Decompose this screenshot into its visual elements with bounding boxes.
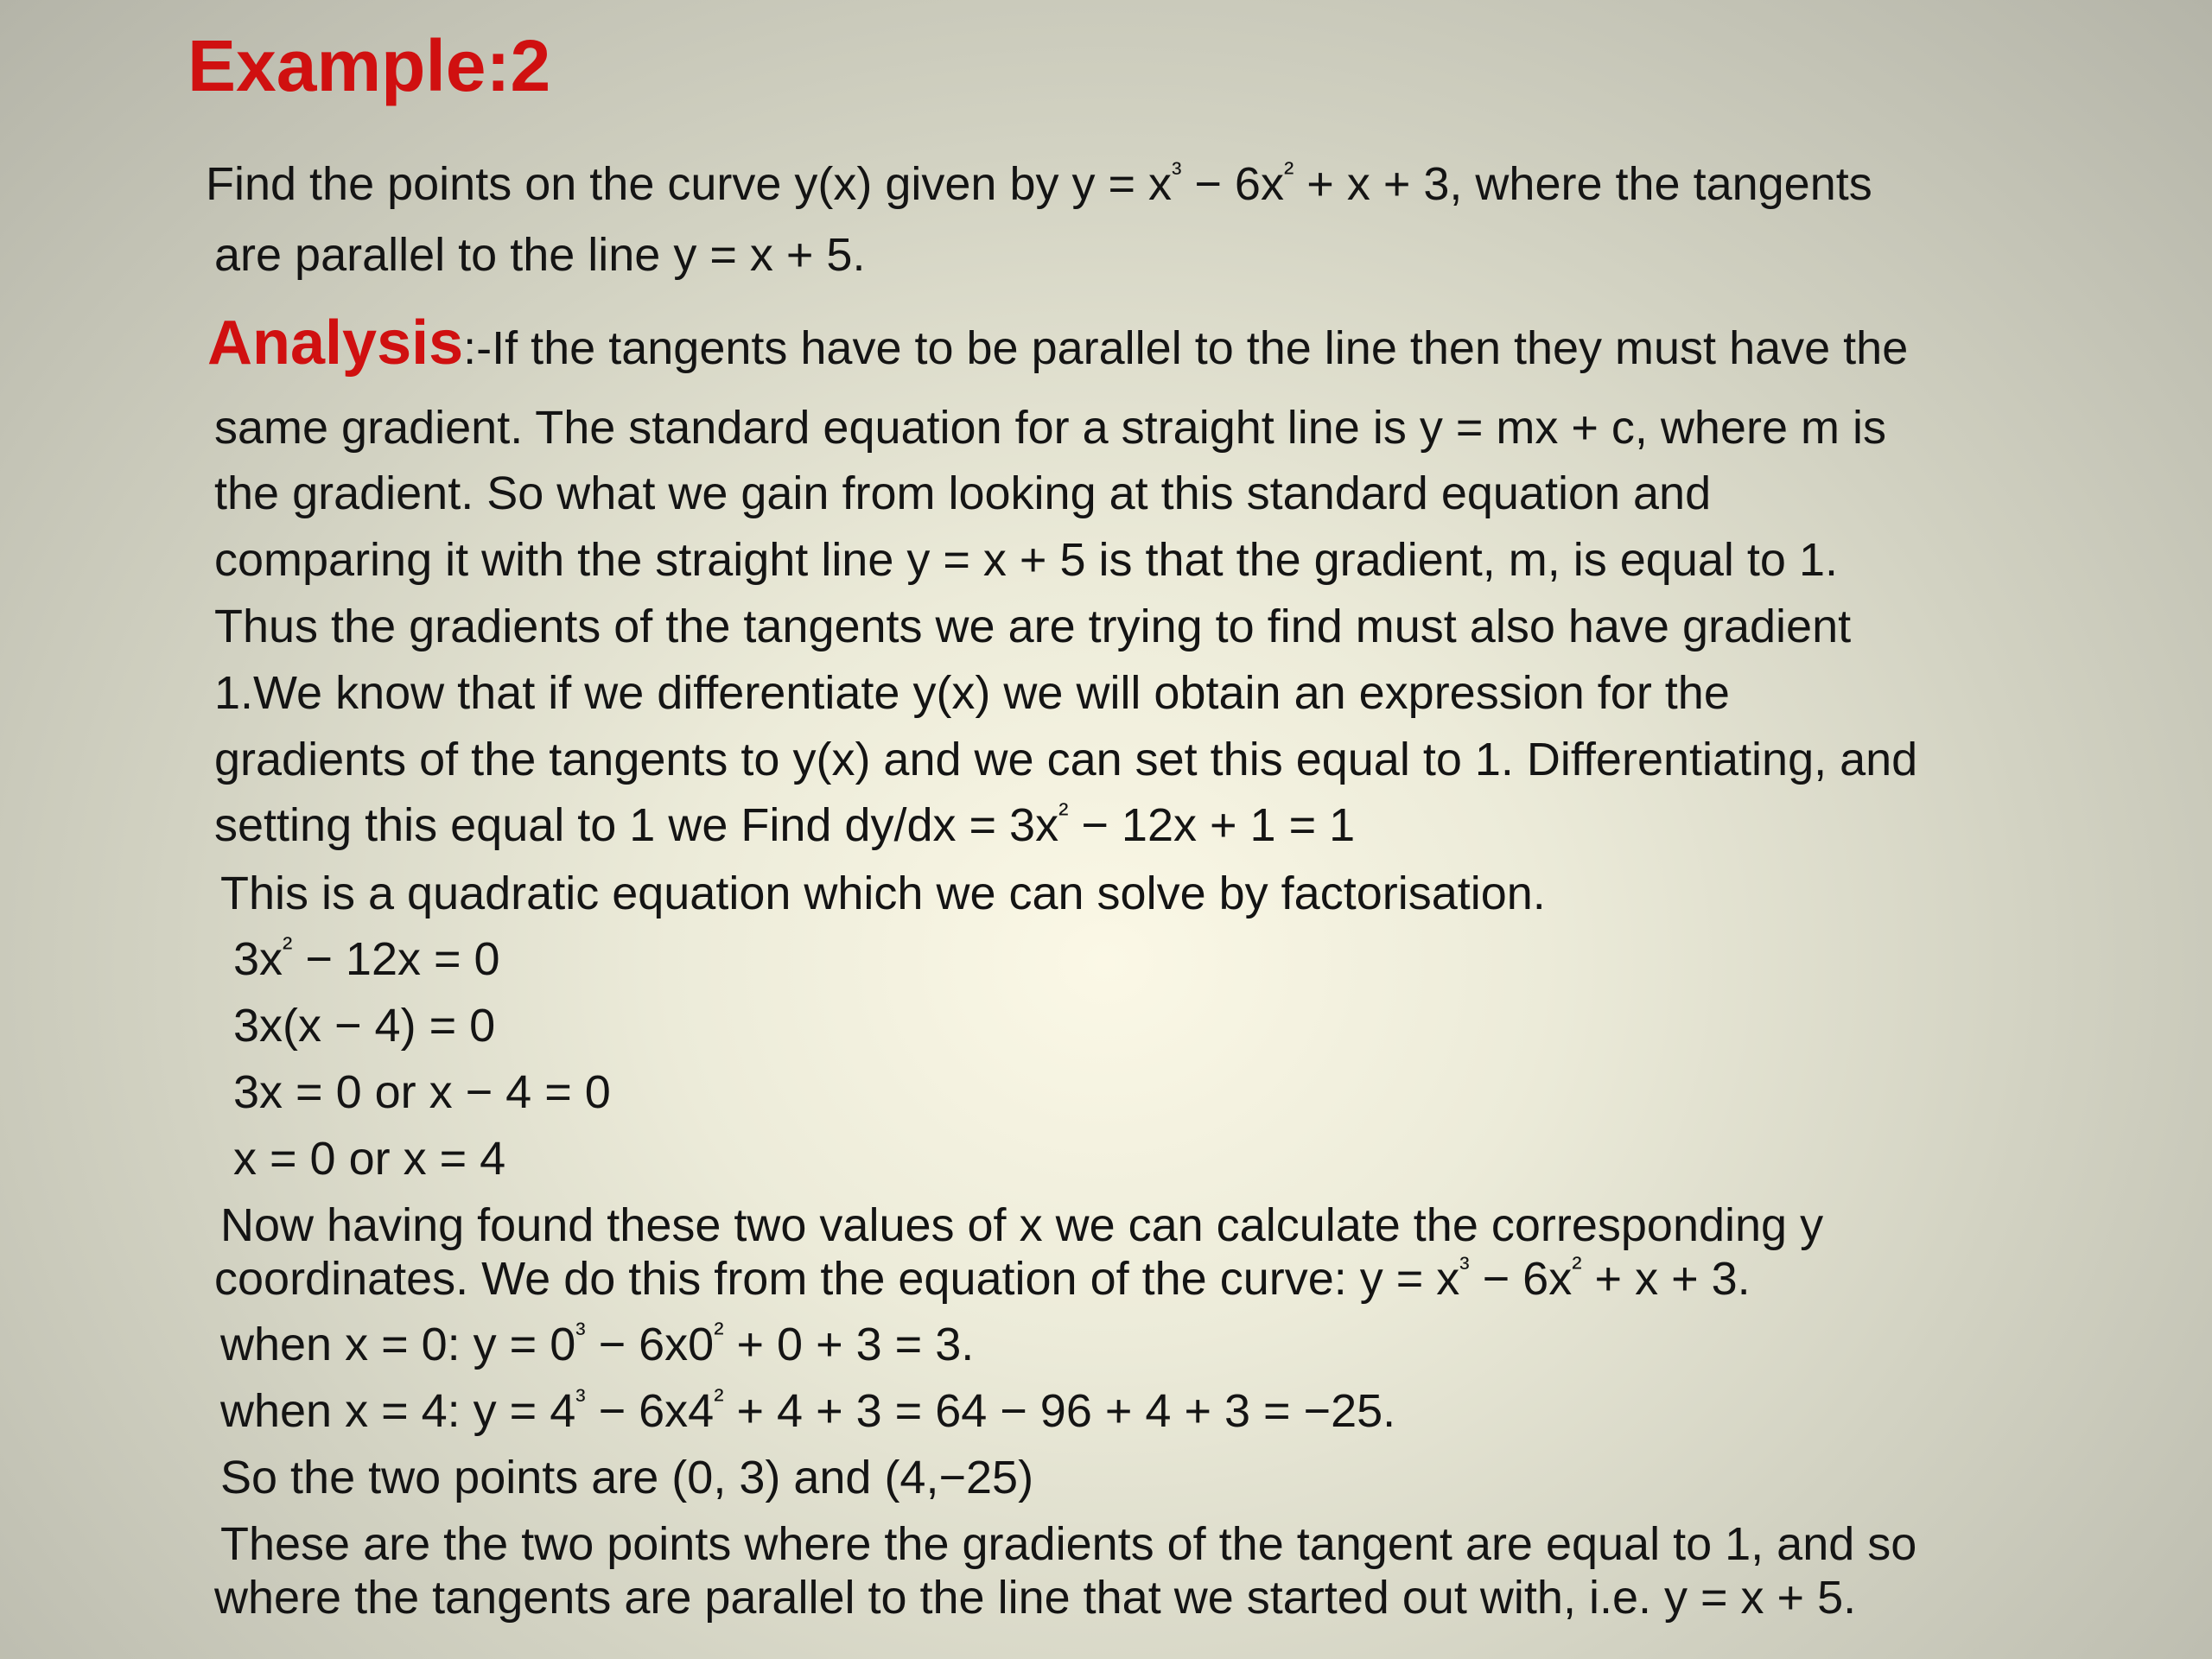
slide-title: Example:2 [188, 25, 551, 106]
y-coords-line-1: Now having found these two values of x we can calculate the corresponding y [220, 1199, 1824, 1251]
evaluation-1: when x = 0: $y = 0^{^3} - 6x0^{^2} + 0 + 3 = 3$. [220, 1317, 975, 1370]
problem-line-1: Find the points on the curve y(x) given by $y = x^{^3} - 6x^{^2} + x + 3$, where the tangents [206, 156, 1872, 210]
analysis-line-2: same gradient. The standard equation for a straight line is y = mx + c, where m is [214, 402, 1886, 454]
conclusion-line-2: where the tangents are parallel to the line that we started out with, i.e. y = x + 5. [214, 1572, 1857, 1624]
analysis-line-4: comparing it with the straight line y = x + 5 is that the gradient, m, is equal to 1. [214, 534, 1838, 586]
analysis-line-8: setting this equal to 1 we Find $dy/dx = 3x^{^2} - 12x + 1 = 1$ [214, 798, 1356, 851]
analysis-line-7: gradients of the tangents to y(x) and we can set this equal to 1. Differentiating, and [214, 734, 1918, 785]
quadratic-intro: This is a quadratic equation which we can solve by factorisation. [220, 868, 1546, 919]
analysis-line-1 [207, 308, 1909, 378]
step-1: $3x^{^2} - 12x = 0$ [233, 931, 500, 985]
analysis-heading: Analysis [207, 308, 464, 378]
evaluation-2: when x = 4: $y = 4^{^3} - 6x4^{^2} + 4 + 3 = 64 - 96 + 4 + 3 = -25$. [220, 1383, 1396, 1437]
problem-line-2: are parallel to the line y = x + 5. [214, 229, 866, 281]
step-2: 3x(x − 4) = 0 [233, 1000, 496, 1052]
step-4: x = 0 or x = 4 [233, 1133, 506, 1185]
y-coords-line-2: coordinates. We do this from the equation of the curve: $y = x^{^3} - 6x^{^2} + x + 3$. [214, 1251, 1751, 1305]
analysis-line-6: 1.We know that if we differentiate y(x) we will obtain an expression for the [214, 667, 1730, 719]
analysis-line-5: Thus the gradients of the tangents we are trying to find must also have gradient [214, 601, 1852, 652]
analysis-text-1: :-If the tangents have to be parallel to the line then they must have the [463, 322, 1909, 374]
conclusion-line-1: These are the two points where the gradients of the tangent are equal to 1, and so [220, 1518, 1917, 1570]
step-3: 3x = 0 or x − 4 = 0 [233, 1066, 611, 1118]
points-line: So the two points are (0, 3) and (4,−25) [220, 1452, 1034, 1503]
analysis-line-3: the gradient. So what we gain from looking at this standard equation and [214, 467, 1712, 519]
